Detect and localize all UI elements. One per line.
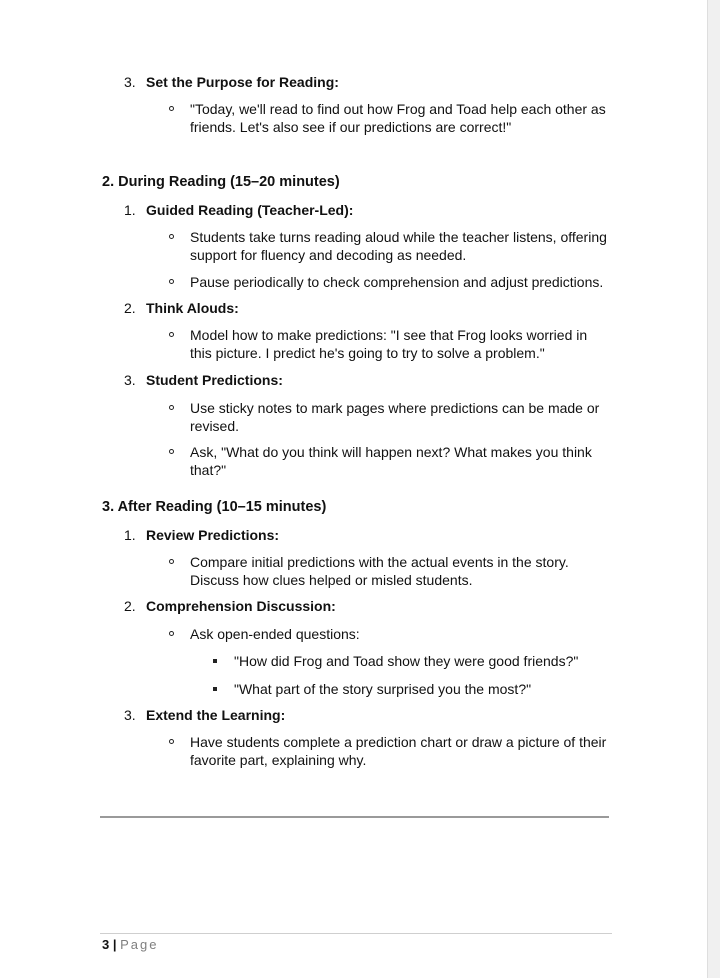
circle-bullet-icon: [169, 739, 174, 744]
section-heading: 3. After Reading (10–15 minutes): [102, 499, 327, 515]
list-item-title: Think Alouds:: [146, 300, 239, 316]
bullet-text: Have students complete a prediction chart or draw a picture of their favorite part, explaining why.: [190, 734, 607, 768]
bullet-text: Pause periodically to check comprehension and adjust predictions.: [190, 274, 604, 290]
page-label: Page: [120, 937, 159, 952]
sub-bullet-text: "What part of the story surprised you the most?": [234, 681, 532, 697]
footer-separator: |: [112, 937, 117, 952]
circle-bullet-icon: [169, 405, 174, 410]
square-bullet-icon: [213, 659, 217, 663]
section-heading: 2. During Reading (15–20 minutes): [102, 174, 340, 190]
bullet-text: Compare initial predictions with the actual events in the story. Discuss how clues helped or misled students.: [190, 554, 569, 588]
circle-bullet-icon: [169, 449, 174, 454]
square-bullet-icon: [213, 687, 217, 691]
list-item-title: Comprehension Discussion:: [146, 598, 336, 614]
list-number: 3.: [124, 707, 136, 723]
circle-bullet-icon: [169, 279, 174, 284]
list-item-title: Review Predictions:: [146, 527, 280, 543]
sub-bullet-text: "How did Frog and Toad show they were good friends?": [234, 653, 579, 669]
list-item-title: Guided Reading (Teacher-Led):: [146, 202, 354, 218]
circle-bullet-icon: [169, 332, 174, 337]
list-number: 2.: [124, 300, 136, 316]
horizontal-rule: [100, 816, 609, 818]
bullet-text: Students take turns reading aloud while the teacher listens, offering support for fluency and decoding as needed.: [190, 229, 607, 263]
list-item-title: Set the Purpose for Reading:: [146, 74, 339, 90]
list-number: 3.: [124, 74, 136, 90]
bullet-text: "Today, we'll read to find out how Frog and Toad help each other as friends. Let's also see if our predictions are correct!": [190, 101, 606, 135]
circle-bullet-icon: [169, 559, 174, 564]
circle-bullet-icon: [169, 106, 174, 111]
list-number: 1.: [124, 202, 136, 218]
list-number: 1.: [124, 527, 136, 543]
page-number: 3: [102, 937, 110, 952]
vertical-scrollbar[interactable]: [707, 0, 720, 978]
list-item-title: Extend the Learning:: [146, 707, 286, 723]
bullet-text: Ask, "What do you think will happen next? What makes you think that?": [190, 444, 592, 478]
circle-bullet-icon: [169, 631, 174, 636]
list-number: 3.: [124, 372, 136, 388]
bullet-text: Model how to make predictions: "I see that Frog looks worried in this picture. I predict he's going to try to solve a problem.": [190, 327, 588, 361]
list-item-title: Student Predictions:: [146, 372, 283, 388]
bullet-text: Ask open-ended questions:: [190, 626, 360, 642]
bullet-text: Use sticky notes to mark pages where predictions can be made or revised.: [190, 400, 600, 434]
circle-bullet-icon: [169, 234, 174, 239]
page-footer: [102, 937, 159, 953]
footer-divider: [100, 933, 612, 934]
list-number: 2.: [124, 598, 136, 614]
